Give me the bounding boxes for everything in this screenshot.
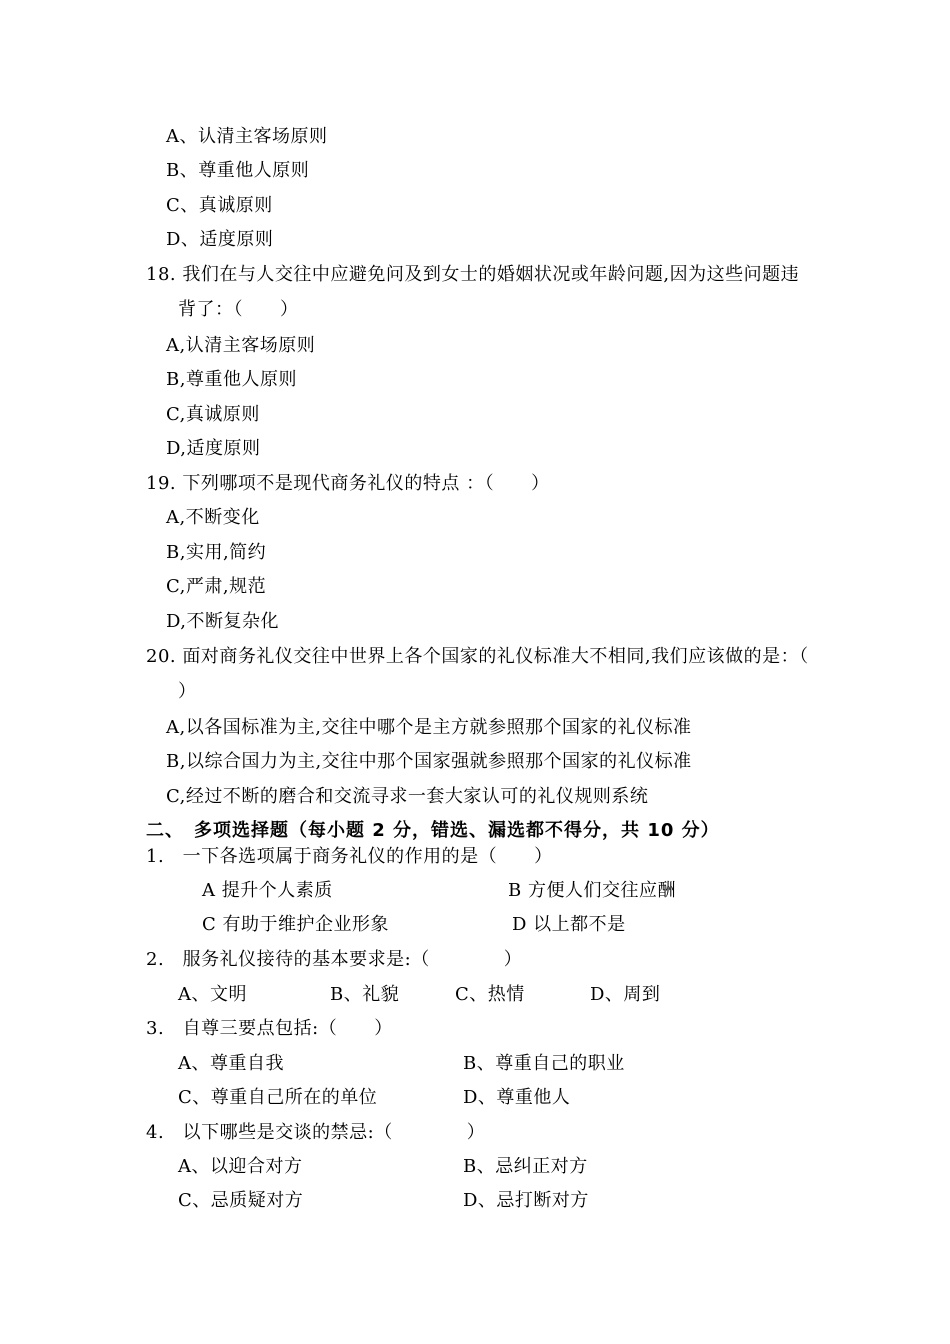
mq1-option-b: B 方便人们交往应酬 [508,880,676,901]
mq4-option-b: B、忌纠正对方 [463,1156,588,1177]
q19-stem: 19. 下列哪项不是现代商务礼仪的特点 ：（ ） [146,473,550,494]
q17-option-c: C、真诚原则 [166,195,273,216]
q17-option-a: A、认清主客场原则 [166,126,328,147]
mq1-option-c: C 有助于维护企业形象 [202,914,389,935]
q19-option-c: C,严肃,规范 [166,576,267,597]
mq2-option-a: A、文明 [178,984,247,1005]
mq3-option-b: B、尊重自己的职业 [463,1053,625,1074]
mq4-option-d: D、忌打断对方 [463,1190,589,1211]
mq4-stem: 4. 以下哪些是交谈的禁忌:（ ） [146,1122,486,1143]
q20-stem-line2: ） [178,681,197,702]
q18-option-a: A,认清主客场原则 [166,335,316,356]
mq4-option-c: C、忌质疑对方 [178,1190,304,1211]
q18-stem-line1: 18. 我们在与人交往中应避免问及到女士的婚姻状况或年龄问题,因为这些问题违 [146,264,800,285]
q20-stem-line1: 20. 面对商务礼仪交往中世界上各个国家的礼仪标准大不相同,我们应该做的是：（ [146,646,809,667]
mq3-option-c: C、尊重自己所在的单位 [178,1087,378,1108]
mq4-option-a: A、以迎合对方 [178,1156,303,1177]
mq3-option-d: D、尊重他人 [463,1087,571,1108]
mq1-option-d: D 以上都不是 [512,914,626,935]
mq2-option-b: B、礼貌 [330,984,400,1005]
q17-option-b: B、尊重他人原则 [166,160,310,181]
mq3-stem: 3. 自尊三要点包括:（ ） [146,1018,393,1039]
section-heading: 二、 多项选择题（每小题 2 分，错选、漏选都不得分，共 10 分） [146,820,720,841]
q18-option-c: C,真诚原则 [166,404,260,425]
q20-option-c: C,经过不断的磨合和交流寻求一套大家认可的礼仪规则系统 [166,786,649,807]
q19-option-a: A,不断变化 [166,507,260,528]
mq1-option-a: A 提升个人素质 [202,880,333,901]
mq1-stem: 1. 一下各选项属于商务礼仪的作用的是（ ） [146,846,553,867]
q20-option-a: A,以各国标准为主,交往中哪个是主方就参照那个国家的礼仪标准 [166,717,692,738]
q18-stem-line2: 背了：（ ） [178,299,299,320]
mq2-option-d: D、周到 [590,984,661,1005]
q19-option-b: B,实用,简约 [166,542,267,563]
mq2-option-c: C、热情 [455,984,525,1005]
q17-option-d: D、适度原则 [166,229,274,250]
q18-option-b: B,尊重他人原则 [166,369,297,390]
mq3-option-a: A、尊重自我 [178,1053,284,1074]
q19-option-d: D,不断复杂化 [166,611,280,632]
mq2-stem: 2. 服务礼仪接待的基本要求是:（ ） [146,949,523,970]
q20-option-b: B,以综合国力为主,交往中那个国家强就参照那个国家的礼仪标准 [166,751,692,772]
q18-option-d: D,适度原则 [166,438,261,459]
